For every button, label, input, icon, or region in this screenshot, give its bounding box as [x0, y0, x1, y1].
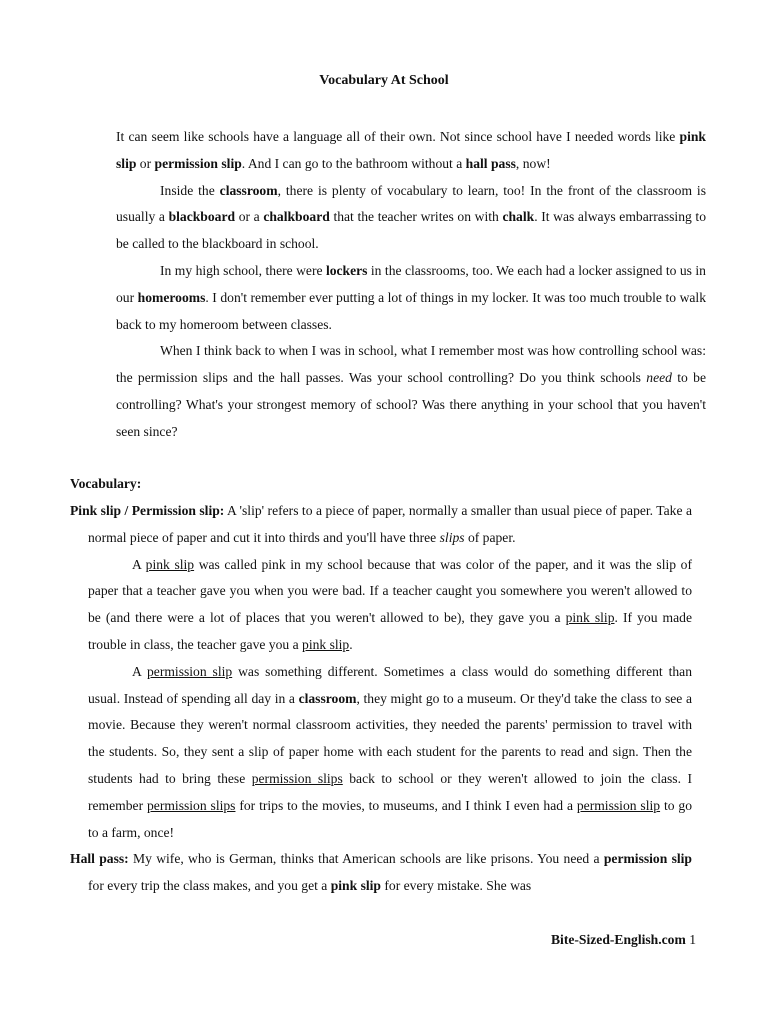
bold-term: permission slip — [603, 851, 692, 867]
intro-paragraph — [116, 338, 706, 445]
bold-term: chalkboard — [263, 209, 330, 225]
bold-term: pink slip — [330, 878, 381, 894]
bold-term: classroom — [298, 690, 357, 706]
underlined-term: pink slip — [565, 610, 615, 626]
page-number: 1 — [689, 932, 696, 947]
vocab-paragraph — [70, 659, 692, 847]
underlined-term: pink slip — [302, 636, 350, 652]
bold-term: permission slip — [154, 155, 242, 171]
text-run: for every trip the class makes, and you get a — [88, 878, 331, 894]
text-run: A — [132, 556, 146, 572]
underlined-term: pink slip — [145, 556, 195, 572]
text-run: in the classrooms, too. We each had a locker assigned to us in our — [116, 262, 706, 305]
vocab-definition — [88, 851, 692, 893]
page-title: Vocabulary At School — [319, 73, 449, 88]
italic-text: slips — [439, 529, 465, 545]
text-run: was something different. Sometimes a class would do something different than usual. Instead of spending all day in a — [88, 663, 693, 706]
text-run: . It was always embarrassing to be called to the blackboard in school. — [116, 209, 706, 252]
underlined-term: permission slips — [251, 770, 343, 786]
intro-paragraph — [116, 178, 706, 258]
intro-section — [116, 124, 706, 446]
text-run: to be controlling? What's your strongest memory of school? Was there anything in your school that you haven't seen since? — [116, 370, 706, 439]
text-run: was called pink in my school because that was color of the paper, and it was the slip of paper that a teacher gave you when you were bad. If a teacher caught you somewhere you weren't allowed to be (and there were a lot of places that you weren't allowed to be), they gave you a — [88, 556, 693, 626]
text-run: . — [349, 636, 353, 652]
page-footer — [551, 932, 696, 948]
text-run: When I think back to when I was in school, what I remember most was how controlling school was: the permission slips and the hall passes. Was your school controlling? Do you think schools — [116, 343, 706, 386]
text-run: . I don't remember ever putting a lot of things in my locker. It was too much trouble to walk back to my homeroom between classes. — [116, 289, 706, 332]
text-run: back to school or they weren't allowed to join the class. I remember — [88, 770, 692, 813]
bold-term: classroom — [219, 182, 278, 198]
text-run: to go to a farm, once! — [88, 797, 692, 840]
intro-paragraph — [116, 258, 706, 338]
text-run: , they might go to a museum. Or they'd take the class to see a movie. Because they weren't normal classroom activities, they needed the parents' permission to travel with the students. So, they sent a slip of paper home with each student for the parents to read and sign. Then the students had to bring these — [88, 690, 692, 786]
text-run: Inside the — [160, 182, 220, 198]
intro-paragraph — [116, 124, 706, 178]
text-run: My wife, who is German, thinks that American schools are like prisons. You need a — [128, 851, 604, 867]
vocabulary-heading: Vocabulary: — [70, 476, 142, 491]
text-run: It can seem like schools have a language all of their own. Not since school have I needed words like — [116, 129, 680, 144]
text-run: that the teacher writes on with — [329, 209, 503, 225]
text-run: or a — [235, 209, 264, 225]
text-run: . And I can go to the bathroom without a — [241, 155, 466, 171]
bold-term: pink slip — [116, 129, 706, 171]
vocab-paragraph — [70, 552, 692, 659]
text-run: In my high school, there were — [160, 262, 326, 278]
text-run: or — [136, 155, 155, 171]
text-run: A — [132, 663, 147, 679]
text-run: A 'slip' refers to a piece of paper, normally a smaller than usual piece of paper. Take a normal piece of paper and cut it into thirds and you'll have three — [88, 503, 692, 545]
vocab-term: Hall pass: — [70, 851, 129, 867]
vocabulary-list — [70, 498, 692, 900]
text-run: for trips to the movies, to museums, and I think I even had a — [235, 797, 577, 813]
underlined-term: permission slip — [146, 663, 233, 679]
bold-term: lockers — [325, 262, 368, 278]
footer-site: Bite-Sized-English.com — [550, 932, 686, 947]
text-run: of paper. — [464, 529, 516, 545]
bold-term: blackboard — [168, 209, 236, 225]
underlined-term: permission slip — [576, 797, 661, 813]
underlined-term: permission slips — [146, 797, 236, 813]
bold-term: chalk — [502, 209, 535, 225]
italic-text: need — [646, 370, 672, 386]
text-run: , now! — [515, 155, 551, 171]
bold-term: hall pass — [465, 155, 516, 171]
bold-term: homerooms — [137, 289, 206, 305]
text-run: , there is plenty of vocabulary to learn, too! In the front of the classroom is usually a — [116, 182, 706, 225]
text-run: . If you made trouble in class, the teacher gave you a — [88, 610, 692, 652]
vocab-entry-pink-slip — [70, 498, 692, 552]
text-run: for every mistake. She was — [380, 878, 532, 894]
vocab-entry-hall-pass — [70, 846, 692, 900]
vocab-term: Pink slip / Permission slip: — [70, 503, 225, 518]
